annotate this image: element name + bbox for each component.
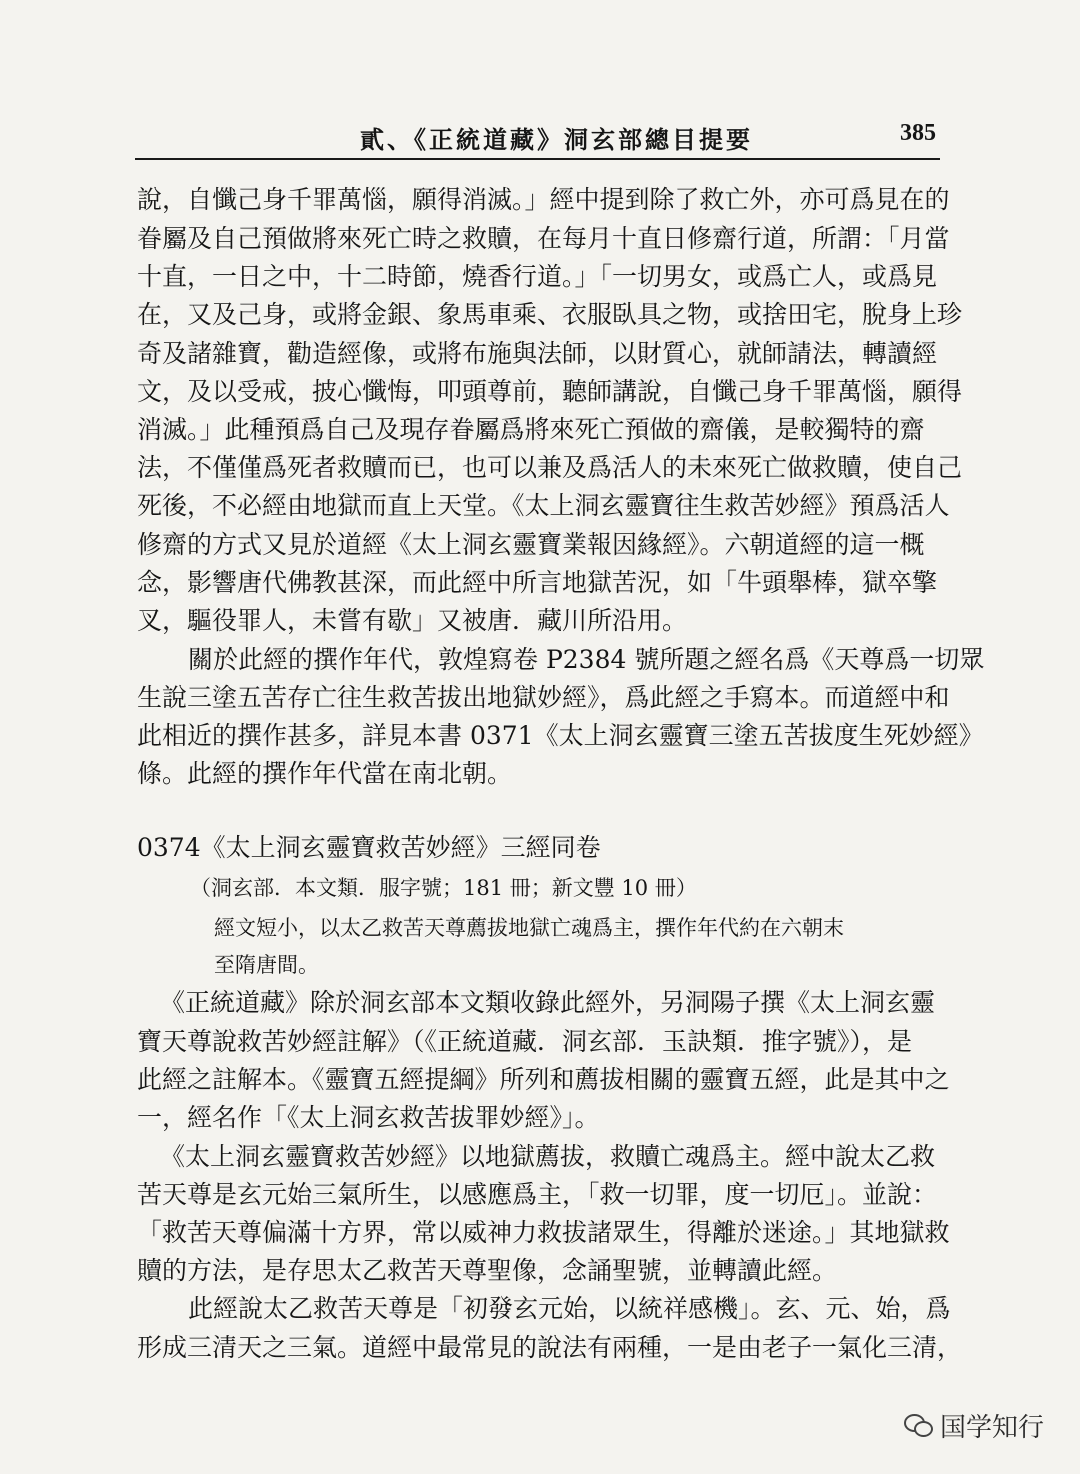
text-line: 此相近的撰作甚多，詳見本書 0371《太上洞玄靈寶三塗五苦拔度生死妙經》 [137,721,984,750]
text-line: 念，影響唐代佛教甚深，而此經中所言地獄苦況，如「牛頭舉棒，獄卒擎 [137,568,938,597]
text-line: 死後，不必經由地獄而直上天堂。《太上洞玄靈寶往生救苦妙經》預爲活人 [137,491,950,520]
text-line: 《正統道藏》除於洞玄部本文類收錄此經外，另洞陽子撰《太上洞玄靈 [160,988,936,1017]
text-line: 形成三清天之三氣。道經中最常見的說法有兩種，一是由老子一氣化三清， [137,1333,963,1362]
text-line: 奇及諸雜寶，勸造經像，或將布施與法師，以財質心，就師請法，轉讀經 [137,339,938,368]
text-line: 十直，一日之中，十二時節，燒香行道。」「一切男女，或爲亡人，或爲見 [137,262,938,291]
text-line: 贖的方法，是存思太乙救苦天尊聖像，念誦聖號，並轉讀此經。 [137,1256,838,1285]
text-line: 法，不僅僅爲死者救贖而已，也可以兼及爲活人的未來死亡做救贖，使自己 [137,453,963,482]
text-line: 條。此經的撰作年代當在南北朝。 [137,759,513,788]
text-line: 此經說太乙救苦天尊是「初發玄元始，以統祥感機」。玄、元、始，爲 [188,1294,951,1323]
text-line: 經文短小，以太乙救苦天尊薦拔地獄亡魂爲主，撰作年代約在六朝末 [214,916,844,940]
text-line: 說，自懺己身千罪萬惱，願得消滅。」經中提到除了救亡外，亦可爲見在的 [137,185,950,214]
text-line: 《太上洞玄靈寶救苦妙經》以地獄薦拔，救贖亡魂爲主。經中說太乙救 [160,1142,936,1171]
text-line: 此經之註解本。《靈寶五經提綱》所列和薦拔相關的靈寶五經，此是其中之 [137,1065,950,1094]
text-line: 在，又及己身，或將金銀、象馬車乘、衣服臥具之物，或捨田宅，脫身上珍 [137,300,963,329]
text-line: 修齋的方式又見於道經《太上洞玄靈寶業報因緣經》。六朝道經的這一概 [137,530,925,559]
watermark [904,1405,1044,1445]
text-line: 生說三塗五苦存亡往生救苦拔出地獄妙經》，爲此經之手寫本。而道經中和 [137,683,950,712]
text-line: 關於此經的撰作年代，敦煌寫卷 P2384 號所題之經名爲《天尊爲一切眾 [188,645,985,674]
page-header [135,112,940,160]
text-line: 眷屬及自己預做將來死亡時之救贖，在每月十直日修齋行道，所謂：「月當 [137,224,950,253]
running-head: 貳、《正統道藏》洞玄部總目提要 [360,125,753,154]
watermark-text: 国学知行 [939,1412,1044,1443]
text-line: 一，經名作「《太上洞玄救苦拔罪妙經》」。 [137,1103,600,1132]
text-line: 至隋唐間。 [214,953,319,977]
text-line: 「救苦天尊偏滿十方界，常以威神力救拔諸眾生，得離於迷途。」其地獄救 [137,1218,950,1247]
text-line: 0374《太上洞玄靈寶救苦妙經》三經同卷 [137,833,601,862]
wechat-icon [904,1413,932,1437]
text-line: （洞玄部．本文類．服字號；181 冊；新文豐 10 冊） [190,876,697,900]
text-line: 消滅。」此種預爲自己及現存眷屬爲將來死亡預做的齋儀，是較獨特的齋 [137,415,925,444]
text-line: 苦天尊是玄元始三氣所生，以感應爲主，「救一切罪，度一切厄」。並說： [137,1180,938,1209]
page-number: 385 [900,120,936,146]
text-line: 叉，驅役罪人，未嘗有歇」又被唐．藏川所沿用。 [137,606,688,635]
text-line: 寶天尊說救苦妙經註解》（《正統道藏．洞玄部．玉訣類．推字號》），是 [137,1027,913,1056]
text-line: 文，及以受戒，披心懺悔，叩頭尊前，聽師講說，自懺己身千罪萬惱，願得 [137,377,963,406]
